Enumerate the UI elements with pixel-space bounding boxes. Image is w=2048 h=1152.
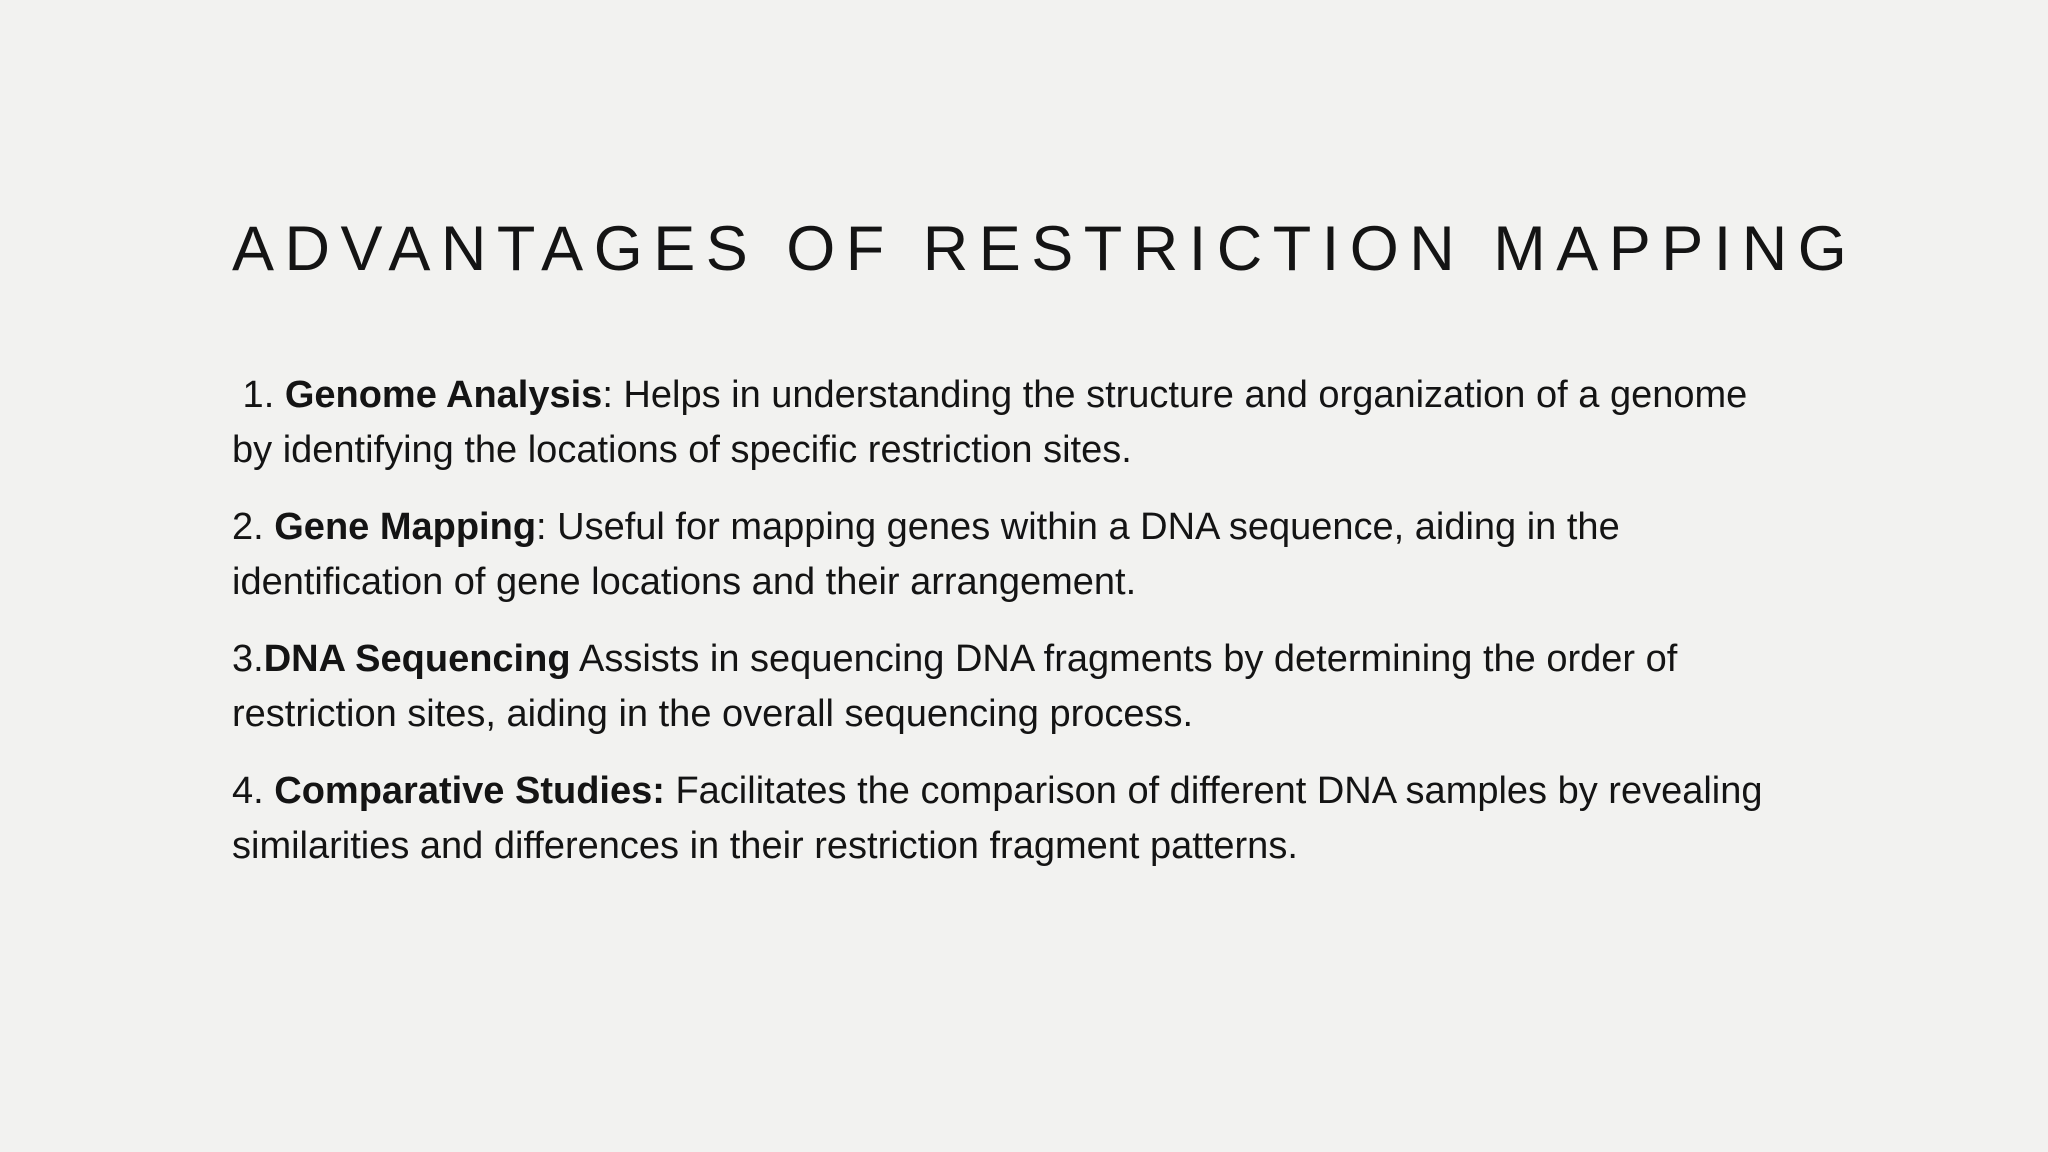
item-heading: Genome Analysis [284,374,603,416]
item-number: 2. [232,506,275,548]
list-item-dna-sequencing [232,632,1792,742]
item-number: 3. [232,638,264,680]
item-text: Assists in sequencing DNA fragments by determining the order of restriction sites, aiding in the overall sequencing process. [232,638,1688,735]
list-item-genome-analysis [232,368,1792,478]
item-number: 4. [232,770,275,812]
item-text: : Useful for mapping genes within a DNA sequence, aiding in the identification of gene locations and their arrangement. [232,506,1631,603]
item-text: : Helps in understanding the structure and organization of a genome by identifying the locations of specific restriction sites. [232,374,1758,471]
item-heading: DNA Sequencing [263,638,571,680]
item-text: Facilitates the comparison of different DNA samples by revealing similarities and differences in their restriction fragment patterns. [232,770,1774,867]
item-number: 1. [232,374,285,416]
list-item-gene-mapping [232,500,1792,610]
list-item-comparative-studies [232,764,1792,874]
slide-title: ADVANTAGES OF RESTRICTION MAPPING [232,214,1858,284]
item-heading: Comparative Studies: [274,770,665,812]
advantages-list [232,368,1792,896]
item-heading: Gene Mapping [274,506,537,548]
